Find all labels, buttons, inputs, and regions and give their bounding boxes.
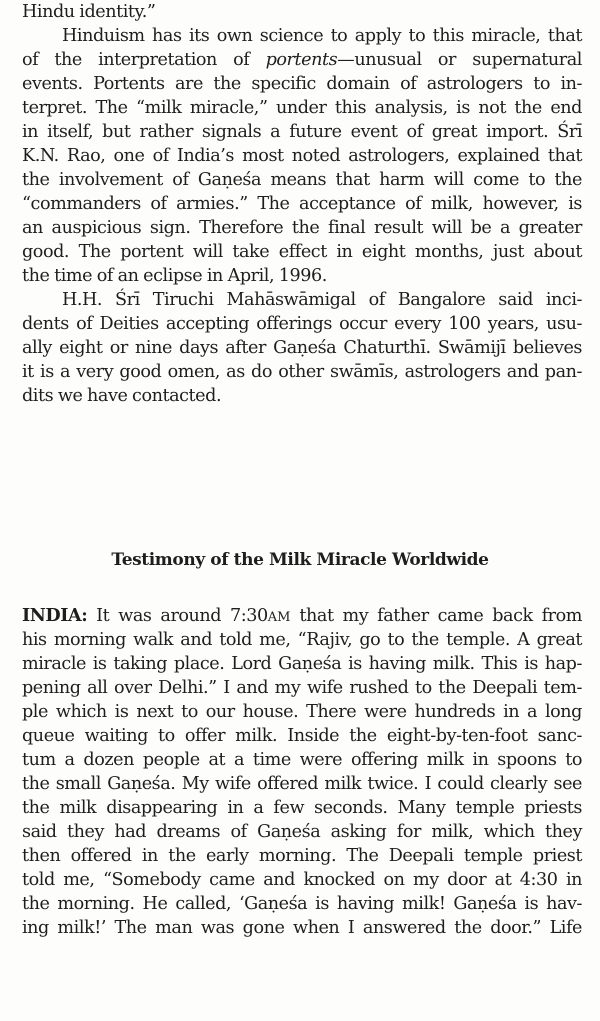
text-line: queue waiting to offer milk. Inside the eight-by-ten-foot sanc- bbox=[22, 726, 582, 746]
text-line: good. The portent will take effect in eight months, just about bbox=[22, 242, 582, 262]
text-line: “commanders of armies.” The acceptance of milk, however, is bbox=[22, 194, 582, 214]
text-fragment: AM bbox=[267, 610, 291, 625]
text-line: the morning. He called, ‘Gaṇeśa is having milk! Gaṇeśa is hav- bbox=[22, 894, 582, 914]
text-line: miracle is taking place. Lord Gaṇeśa is having milk. This is hap- bbox=[22, 654, 582, 674]
emphasis-portents: portents bbox=[265, 50, 338, 70]
text-line: ing milk!’ The man was gone when I answered the door.” Life bbox=[22, 918, 582, 938]
text-fragment: —unusual or supernatural bbox=[337, 50, 582, 70]
text-line: pening all over Delhi.” I and my wife rushed to the Deepali tem- bbox=[22, 678, 582, 698]
text-line: the time of an eclipse in April, 1996. bbox=[22, 266, 327, 286]
text-line: K.N. Rao, one of India’s most noted astrologers, explained that bbox=[22, 146, 582, 166]
region-label: INDIA: bbox=[22, 605, 88, 626]
text-line: terpret. The “milk miracle,” under this analysis, is not the end bbox=[22, 98, 582, 118]
text-fragment: of the interpretation of bbox=[22, 50, 266, 70]
text-line: ple which is next to our house. There were hundreds in a long bbox=[22, 702, 582, 722]
text-line: Hinduism has its own science to apply to this miracle, that bbox=[62, 26, 582, 46]
text-fragment: It was around 7:30 bbox=[87, 606, 268, 626]
text-line: ally eight or nine days after Gaṇeśa Chaturthī. Swāmijī believes bbox=[22, 338, 582, 358]
text-line: an auspicious sign. Therefore the final result will be a greater bbox=[22, 218, 582, 238]
text-line: it is a very good omen, as do other swāmīs, astrologers and pan- bbox=[22, 362, 582, 382]
paragraph-top-line bbox=[22, 0, 582, 24]
section-heading: Testimony of the Milk Miracle Worldwide bbox=[111, 550, 489, 570]
text-line: the small Gaṇeśa. My wife offered milk twice. I could clearly see bbox=[22, 774, 582, 794]
text-line: then offered in the early morning. The Deepali temple priest bbox=[22, 846, 582, 866]
text-line bbox=[22, 604, 582, 630]
text-line: events. Portents are the specific domain of astrologers to in- bbox=[22, 74, 582, 94]
text-line bbox=[22, 48, 582, 72]
text-fragment: Hindu identity.” bbox=[22, 2, 156, 22]
text-line: the involvement of Gaṇeśa means that harm will come to the bbox=[22, 170, 582, 190]
text-line: said they had dreams of Gaṇeśa asking for milk, which they bbox=[22, 822, 582, 842]
text-line: dits we have contacted. bbox=[22, 386, 222, 406]
text-fragment: that my father came back from bbox=[290, 606, 583, 626]
text-line: dents of Deities accepting offerings occur every 100 years, usu- bbox=[22, 314, 582, 334]
text-line: tum a dozen people at a time were offering milk in spoons to bbox=[22, 750, 582, 770]
text-line: told me, “Somebody came and knocked on my door at 4:30 in bbox=[22, 870, 582, 890]
text-line: the milk disappearing in a few seconds. Many temple priests bbox=[22, 798, 582, 818]
text-line: his morning walk and told me, “Rajiv, go to the temple. A great bbox=[22, 630, 582, 650]
text-line: in itself, but rather signals a future event of great import. Śrī bbox=[22, 122, 582, 142]
text-line: H.H. Śrī Tiruchi Mahāswāmigal of Bangalore said inci- bbox=[62, 290, 582, 310]
